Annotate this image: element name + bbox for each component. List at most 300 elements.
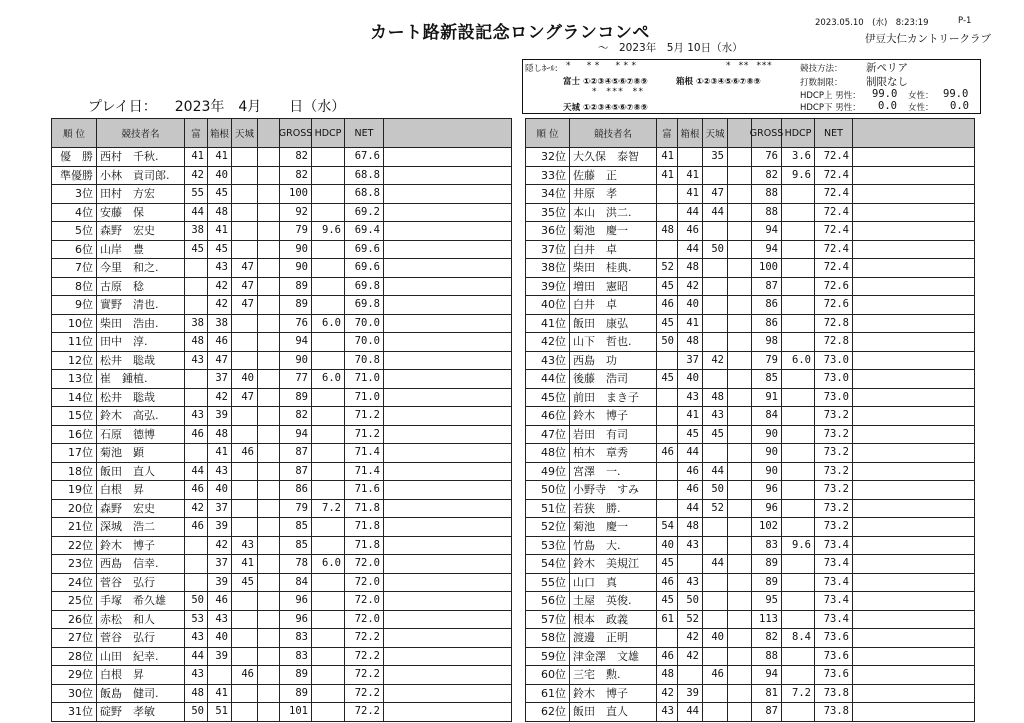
result-row — [52, 444, 512, 463]
col-name: 競技者名 — [97, 119, 185, 148]
cell-hakone: 41 — [678, 315, 703, 334]
cell-gross: 100 — [280, 185, 312, 204]
cell-hakone: 41 — [208, 148, 232, 167]
cell-name: 若狭 勝. — [570, 500, 657, 519]
cell-rank: 29位 — [52, 666, 97, 685]
cell-fuji — [185, 444, 208, 463]
cell-gross: 82 — [752, 167, 782, 186]
result-row — [52, 685, 512, 704]
cell-fuji: 42 — [657, 685, 678, 704]
cell-fuji — [185, 370, 208, 389]
cell-gross: 85 — [280, 537, 312, 556]
cell-gross: 82 — [280, 167, 312, 186]
cell-amagi — [232, 185, 258, 204]
cell-hdcp — [312, 648, 345, 667]
cell-net: 69.6 — [345, 259, 384, 278]
cell-hdcp — [782, 444, 815, 463]
result-row — [52, 259, 512, 278]
cell-net: 73.6 — [815, 666, 853, 685]
cell-amagi — [703, 333, 728, 352]
fuji-hidden-marks: * ** *** — [566, 61, 640, 71]
cell-net: 72.0 — [345, 555, 384, 574]
cell-hakone: 45 — [678, 426, 703, 445]
cell-remarks — [853, 574, 975, 593]
cell-hdcp: 9.6 — [782, 167, 815, 186]
cell-gross: 88 — [752, 648, 782, 667]
cell-gross: 82 — [752, 629, 782, 648]
cell-hakone: 48 — [208, 204, 232, 223]
cell-blank — [728, 426, 752, 445]
cell-amagi: 43 — [232, 537, 258, 556]
cell-hakone: 39 — [208, 518, 232, 537]
cell-rank: 40位 — [526, 296, 570, 315]
cell-hdcp — [782, 518, 815, 537]
result-row — [52, 703, 512, 722]
cell-name: 小林 貢司郎. — [97, 167, 185, 186]
cell-name: 田中 淳. — [97, 333, 185, 352]
cell-hakone — [208, 666, 232, 685]
result-row — [52, 167, 512, 186]
cell-hdcp — [312, 278, 345, 297]
cell-amagi — [232, 648, 258, 667]
cell-gross: 92 — [280, 204, 312, 223]
cell-hdcp: 6.0 — [312, 555, 345, 574]
cell-net: 71.4 — [345, 444, 384, 463]
cell-hdcp — [782, 648, 815, 667]
cell-name: 鈴木 博子 — [570, 407, 657, 426]
cell-blank — [728, 204, 752, 223]
cell-rank: 60位 — [526, 666, 570, 685]
cell-name: 山下 哲也. — [570, 333, 657, 352]
cell-remarks — [384, 333, 512, 352]
cell-name: 小野寺 すみ — [570, 481, 657, 500]
cell-hakone: 39 — [678, 685, 703, 704]
cell-hdcp — [312, 537, 345, 556]
cell-fuji: 52 — [657, 259, 678, 278]
cell-fuji: 38 — [185, 315, 208, 334]
cell-net: 72.4 — [815, 167, 853, 186]
cell-rank: 32位 — [526, 148, 570, 167]
table-body — [52, 148, 512, 722]
cell-amagi — [232, 518, 258, 537]
cell-rank: 15位 — [52, 407, 97, 426]
cell-remarks — [384, 389, 512, 408]
cell-name: 本山 洪二. — [570, 204, 657, 223]
cell-blank — [258, 537, 280, 556]
col-rank: 順 位 — [526, 119, 570, 148]
cell-hdcp — [782, 481, 815, 500]
cell-net: 69.8 — [345, 278, 384, 297]
cell-net: 72.4 — [815, 222, 853, 241]
cell-rank: 51位 — [526, 500, 570, 519]
cell-amagi: 52 — [703, 500, 728, 519]
cell-hdcp — [782, 296, 815, 315]
cell-net: 71.8 — [345, 518, 384, 537]
cell-name: 菊池 慶一 — [570, 222, 657, 241]
cell-amagi: 47 — [703, 185, 728, 204]
cell-rank: 12位 — [52, 352, 97, 371]
cell-net: 71.0 — [345, 389, 384, 408]
cell-rank: 23位 — [52, 555, 97, 574]
cell-net: 73.8 — [815, 703, 853, 722]
result-row — [52, 389, 512, 408]
cell-blank — [258, 463, 280, 482]
cell-net: 73.2 — [815, 500, 853, 519]
cell-blank — [728, 518, 752, 537]
cell-fuji: 46 — [657, 574, 678, 593]
cell-amagi — [232, 241, 258, 260]
cell-remarks — [384, 611, 512, 630]
hdcp-upper-female-label: 女性： — [908, 91, 934, 101]
cell-rank: 55位 — [526, 574, 570, 593]
cell-name: 白根 昇 — [97, 666, 185, 685]
cell-hakone: 43 — [678, 537, 703, 556]
cell-rank: 17位 — [52, 444, 97, 463]
print-datetime: 2023.05.10 (水) 8:23:19 — [815, 18, 929, 28]
cell-hakone: 42 — [208, 278, 232, 297]
col-net: NET — [345, 119, 384, 148]
cell-net: 73.2 — [815, 481, 853, 500]
cell-gross: 94 — [752, 222, 782, 241]
cell-remarks — [853, 315, 975, 334]
cell-hakone: 44 — [678, 204, 703, 223]
result-row — [52, 537, 512, 556]
cell-fuji: 50 — [185, 703, 208, 722]
cell-name: 西村 千秋. — [97, 148, 185, 167]
cell-rank: 25位 — [52, 592, 97, 611]
result-row — [526, 648, 975, 667]
cell-remarks — [384, 666, 512, 685]
cell-fuji — [657, 389, 678, 408]
cell-hakone: 38 — [208, 315, 232, 334]
col-fuji: 富 — [657, 119, 678, 148]
cell-remarks — [853, 611, 975, 630]
cell-remarks — [384, 204, 512, 223]
result-row — [526, 500, 975, 519]
cell-gross: 83 — [280, 629, 312, 648]
cell-hakone: 41 — [678, 167, 703, 186]
cell-rank: 9位 — [52, 296, 97, 315]
cell-remarks — [384, 278, 512, 297]
col-gross: GROSS — [280, 119, 312, 148]
cell-blank — [258, 352, 280, 371]
cell-gross: 96 — [752, 481, 782, 500]
cell-amagi: 43 — [703, 407, 728, 426]
cell-hakone: 48 — [678, 518, 703, 537]
result-row — [52, 574, 512, 593]
cell-gross: 94 — [752, 666, 782, 685]
cell-hakone: 46 — [678, 481, 703, 500]
cell-remarks — [853, 592, 975, 611]
cell-blank — [258, 703, 280, 722]
cell-remarks — [853, 167, 975, 186]
cell-name: 菅谷 弘行 — [97, 574, 185, 593]
cell-blank — [728, 407, 752, 426]
cell-remarks — [384, 648, 512, 667]
cell-net: 70.0 — [345, 315, 384, 334]
cell-amagi: 47 — [232, 278, 258, 297]
cell-gross: 86 — [752, 315, 782, 334]
cell-fuji: 50 — [657, 333, 678, 352]
cell-gross: 89 — [280, 389, 312, 408]
cell-net: 73.2 — [815, 518, 853, 537]
cell-name: 大久保 泰智 — [570, 148, 657, 167]
cell-gross: 90 — [752, 444, 782, 463]
result-row — [526, 370, 975, 389]
cell-blank — [258, 481, 280, 500]
col-remarks — [853, 119, 975, 148]
cell-fuji — [657, 629, 678, 648]
cell-fuji — [185, 555, 208, 574]
cell-amagi: 44 — [703, 463, 728, 482]
cell-fuji: 48 — [657, 222, 678, 241]
cell-remarks — [853, 426, 975, 445]
cell-remarks — [384, 296, 512, 315]
cell-remarks — [384, 574, 512, 593]
cell-remarks — [853, 555, 975, 574]
cell-blank — [728, 241, 752, 260]
cell-fuji: 48 — [657, 666, 678, 685]
cell-blank — [728, 685, 752, 704]
cell-amagi — [703, 703, 728, 722]
result-row — [526, 204, 975, 223]
cell-amagi — [703, 648, 728, 667]
cell-gross: 83 — [752, 537, 782, 556]
cell-amagi: 45 — [232, 574, 258, 593]
play-date — [88, 96, 346, 119]
cell-name: 菊池 慶一 — [570, 518, 657, 537]
cell-name: 菊池 顕 — [97, 444, 185, 463]
cell-name: 今里 和之. — [97, 259, 185, 278]
cell-hdcp — [312, 444, 345, 463]
cell-name: 柴田 桂典. — [570, 259, 657, 278]
cell-gross: 82 — [280, 407, 312, 426]
cell-gross: 81 — [752, 685, 782, 704]
cell-blank — [258, 167, 280, 186]
result-row — [52, 370, 512, 389]
cell-net: 73.8 — [815, 685, 853, 704]
result-row — [526, 241, 975, 260]
cell-gross: 89 — [280, 666, 312, 685]
cell-hdcp — [312, 167, 345, 186]
cell-name: 白根 昇 — [97, 481, 185, 500]
cell-blank — [258, 555, 280, 574]
cell-remarks — [853, 352, 975, 371]
result-row — [52, 407, 512, 426]
cell-blank — [258, 592, 280, 611]
result-row — [526, 315, 975, 334]
cell-remarks — [853, 148, 975, 167]
result-row — [52, 555, 512, 574]
result-row — [52, 296, 512, 315]
cell-net: 73.0 — [815, 370, 853, 389]
cell-hdcp: 6.0 — [312, 315, 345, 334]
cell-fuji: 46 — [185, 426, 208, 445]
cell-fuji: 54 — [657, 518, 678, 537]
cell-name: 三宅 勲. — [570, 666, 657, 685]
cell-rank: 49位 — [526, 463, 570, 482]
cell-rank: 61位 — [526, 685, 570, 704]
cell-fuji: 45 — [657, 370, 678, 389]
cell-fuji: 46 — [657, 444, 678, 463]
cell-hdcp — [312, 204, 345, 223]
cell-remarks — [853, 278, 975, 297]
cell-net: 72.4 — [815, 185, 853, 204]
cell-name: 山岸 豊 — [97, 241, 185, 260]
col-hdcp: HDCP — [312, 119, 345, 148]
table-body — [526, 148, 975, 722]
result-row — [526, 389, 975, 408]
cell-hakone: 43 — [208, 259, 232, 278]
cell-hakone: 40 — [208, 629, 232, 648]
cell-gross: 96 — [280, 611, 312, 630]
result-row — [52, 463, 512, 482]
cell-rank: 19位 — [52, 481, 97, 500]
cell-fuji: 46 — [657, 648, 678, 667]
cell-net: 70.8 — [345, 352, 384, 371]
cell-remarks — [384, 167, 512, 186]
cell-name: 松井 聡哉 — [97, 389, 185, 408]
result-row — [526, 685, 975, 704]
cell-name: 柴田 浩由. — [97, 315, 185, 334]
cell-amagi: 50 — [703, 481, 728, 500]
table-header — [52, 119, 512, 148]
cell-blank — [258, 204, 280, 223]
result-row — [52, 611, 512, 630]
cell-hakone: 41 — [678, 185, 703, 204]
cell-blank — [728, 333, 752, 352]
stroke-limit-value: 制限なし — [866, 76, 908, 88]
cell-rank: 52位 — [526, 518, 570, 537]
cell-hakone — [678, 148, 703, 167]
cell-fuji: 46 — [657, 296, 678, 315]
cell-fuji: 45 — [657, 555, 678, 574]
result-row — [526, 185, 975, 204]
cell-net: 71.2 — [345, 426, 384, 445]
cell-hdcp — [782, 241, 815, 260]
cell-hdcp — [782, 703, 815, 722]
cell-rank: 8位 — [52, 278, 97, 297]
cell-remarks — [384, 259, 512, 278]
cell-blank — [258, 574, 280, 593]
cell-remarks — [384, 685, 512, 704]
table-header — [526, 119, 975, 148]
cell-blank — [258, 444, 280, 463]
cell-blank — [258, 426, 280, 445]
cell-amagi: 41 — [232, 555, 258, 574]
cell-name: 渡邊 正明 — [570, 629, 657, 648]
cell-gross: 113 — [752, 611, 782, 630]
cell-hdcp — [312, 333, 345, 352]
cell-amagi — [703, 574, 728, 593]
cell-blank — [728, 648, 752, 667]
cell-hdcp: 7.2 — [782, 685, 815, 704]
cell-hakone: 40 — [208, 167, 232, 186]
cell-blank — [728, 315, 752, 334]
cell-net: 72.4 — [815, 148, 853, 167]
cell-fuji: 45 — [657, 278, 678, 297]
cell-hdcp — [312, 352, 345, 371]
cell-gross: 100 — [752, 259, 782, 278]
cell-amagi: 40 — [232, 370, 258, 389]
cell-fuji — [657, 241, 678, 260]
cell-hakone: 45 — [208, 241, 232, 260]
cell-remarks — [853, 370, 975, 389]
cell-net: 69.6 — [345, 241, 384, 260]
cell-blank — [728, 148, 752, 167]
cell-gross: 88 — [752, 185, 782, 204]
cell-name: 松井 聡哉 — [97, 352, 185, 371]
col-amagi: 天城 — [232, 119, 258, 148]
amagi-hidden-marks: * *** ** — [592, 87, 645, 97]
cell-name: 森野 宏史 — [97, 222, 185, 241]
result-row — [52, 426, 512, 445]
cell-fuji: 42 — [185, 500, 208, 519]
cell-blank — [258, 685, 280, 704]
cell-blank — [728, 666, 752, 685]
cell-hdcp — [782, 666, 815, 685]
cell-amagi: 47 — [232, 296, 258, 315]
cell-rank: 11位 — [52, 333, 97, 352]
cell-gross: 95 — [752, 592, 782, 611]
result-row — [526, 352, 975, 371]
cell-net: 68.8 — [345, 185, 384, 204]
hdcp-lower-female: 0.0 — [950, 100, 969, 112]
cell-blank — [728, 185, 752, 204]
cell-hakone: 41 — [208, 685, 232, 704]
cell-hakone: 42 — [208, 389, 232, 408]
cell-name: 井原 孝 — [570, 185, 657, 204]
cell-blank — [258, 259, 280, 278]
cell-name: 飯島 健司. — [97, 685, 185, 704]
result-row — [526, 167, 975, 186]
cell-remarks — [853, 389, 975, 408]
cell-net: 73.0 — [815, 389, 853, 408]
cell-blank — [258, 611, 280, 630]
cell-rank: 46位 — [526, 407, 570, 426]
cell-remarks — [853, 185, 975, 204]
cell-remarks — [853, 648, 975, 667]
cell-amagi: 35 — [703, 148, 728, 167]
cell-amagi — [703, 611, 728, 630]
cell-gross: 85 — [752, 370, 782, 389]
cell-blank — [728, 537, 752, 556]
cell-hdcp: 9.6 — [782, 537, 815, 556]
cell-hdcp — [312, 148, 345, 167]
cell-fuji: 48 — [185, 685, 208, 704]
cell-hdcp — [782, 555, 815, 574]
cell-net: 71.6 — [345, 481, 384, 500]
hdcp-upper-male: 99.0 — [872, 88, 898, 100]
result-row — [52, 648, 512, 667]
cell-hdcp — [782, 370, 815, 389]
cell-gross: 94 — [752, 241, 782, 260]
cell-amagi: 45 — [703, 426, 728, 445]
result-row — [526, 333, 975, 352]
cell-blank — [258, 648, 280, 667]
cell-rank: 5位 — [52, 222, 97, 241]
cell-hakone: 41 — [678, 407, 703, 426]
cell-remarks — [853, 222, 975, 241]
col-hdcp: HDCP — [782, 119, 815, 148]
cell-hakone: 41 — [208, 222, 232, 241]
cell-hdcp — [312, 407, 345, 426]
cell-remarks — [853, 241, 975, 260]
cell-fuji — [185, 537, 208, 556]
result-row — [526, 518, 975, 537]
cell-name: 前田 まき子 — [570, 389, 657, 408]
cell-net: 72.2 — [345, 703, 384, 722]
